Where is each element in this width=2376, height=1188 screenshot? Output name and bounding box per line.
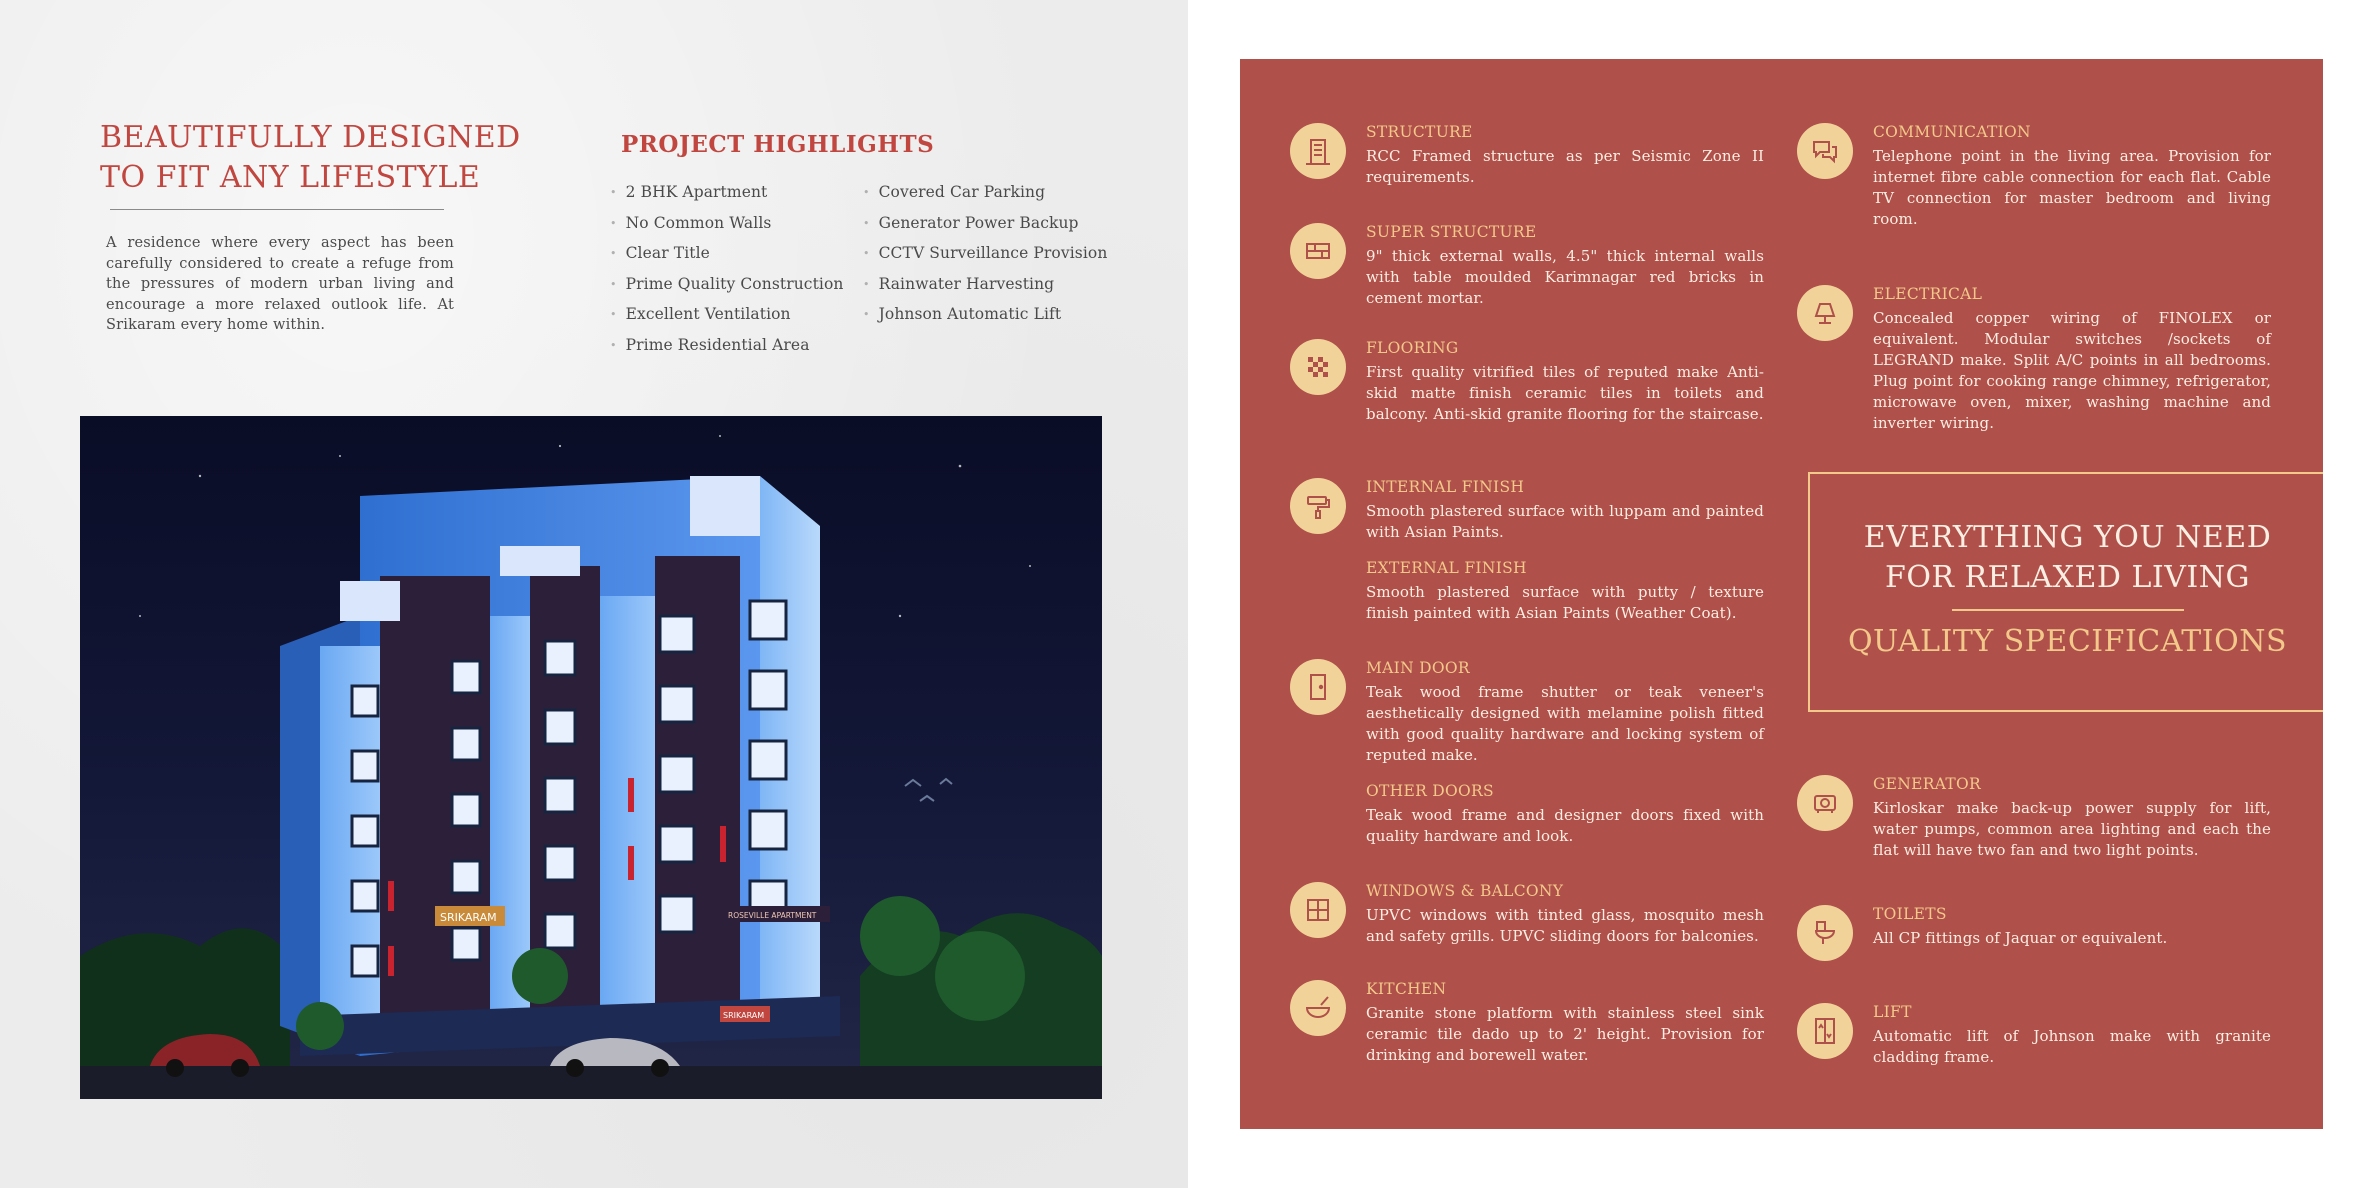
- highlights-list-left: [610, 178, 843, 361]
- lamp-icon: [1797, 285, 1853, 341]
- lift-icon: [1797, 1003, 1853, 1059]
- spec-text: Telephone point in the living area. Provision for internet fibre cable connection for each flat. Cable TV connection for master bedroom and living room.: [1873, 147, 2271, 228]
- highlight-item: • No Common Walls: [610, 209, 843, 240]
- quality-callout-box: [1808, 472, 2323, 712]
- highlights-list-right: [863, 178, 1107, 331]
- spec-text: 9" thick external walls, 4.5" thick internal walls with table moulded Karimnagar red bricks in cement mortar.: [1366, 247, 1764, 307]
- gate-sign: SRIKARAM: [723, 1011, 765, 1020]
- spec-title: LIFT: [1873, 1003, 1912, 1021]
- spec-text: Concealed copper wiring of FINOLEX or equivalent. Modular switches /sockets of LEGRAND make. Split A/C points in all bedrooms. Plug point for cooking range chimney, refrigerator, microwave oven, mixer, washing machine and inverter wiring.: [1873, 309, 2271, 432]
- highlight-item: • 2 BHK Apartment: [610, 178, 843, 209]
- highlight-item: • Rainwater Harvesting: [863, 270, 1107, 301]
- spec-text: Teak wood frame shutter or teak veneer's aesthetically designed with melamine polish fitted with good quality hardware and locking system of reputed make.: [1366, 683, 1764, 764]
- highlight-item: • Covered Car Parking: [863, 178, 1107, 209]
- callout-line-1: EVERYTHING YOU NEED: [1863, 520, 2272, 555]
- spec-text: Smooth plastered surface with putty / texture finish painted with Asian Paints (Weather Coat).: [1366, 583, 1764, 622]
- spec-title: KITCHEN: [1366, 980, 1447, 998]
- generator-icon: [1797, 775, 1853, 831]
- spec-text: UPVC windows with tinted glass, mosquito mesh and safety grills. UPVC sliding doors for balconies.: [1366, 906, 1764, 945]
- highlight-item: • CCTV Surveillance Provision: [863, 239, 1107, 270]
- spec-title: STRUCTURE: [1366, 123, 1473, 141]
- headline: [100, 118, 521, 198]
- highlight-item: • Clear Title: [610, 239, 843, 270]
- floor-tiles-icon: [1290, 339, 1346, 395]
- headline-line-1: BEAUTIFULLY DESIGNED: [100, 120, 521, 155]
- spec-title: MAIN DOOR: [1366, 659, 1470, 677]
- door-icon: [1290, 659, 1346, 715]
- spec-title: WINDOWS & BALCONY: [1366, 882, 1564, 900]
- highlight-item: • Prime Residential Area: [610, 331, 843, 362]
- highlight-item: • Excellent Ventilation: [610, 300, 843, 331]
- spec-title: SUPER STRUCTURE: [1366, 223, 1537, 241]
- spec-title: GENERATOR: [1873, 775, 1982, 793]
- spec-title: OTHER DOORS: [1366, 782, 1494, 800]
- headline-divider: [110, 209, 444, 210]
- spec-text: Granite stone platform with stainless steel sink ceramic tile dado up to 2' height. Provision for drinking and borewell water.: [1366, 1004, 1764, 1064]
- spec-text: All CP fittings of Jaquar or equivalent.: [1873, 929, 2168, 947]
- building-render-image: [80, 416, 1102, 1099]
- highlight-item: • Prime Quality Construction: [610, 270, 843, 301]
- spec-title: INTERNAL FINISH: [1366, 478, 1525, 496]
- spec-title: TOILETS: [1873, 905, 1947, 923]
- paint-roller-icon: [1290, 478, 1346, 534]
- toilet-icon: [1797, 905, 1853, 961]
- intro-paragraph: A residence where every aspect has been carefully considered to create a refuge from the pressures of modern urban living and encourage a more relaxed outlook life. At Srikaram every home within.: [106, 235, 454, 333]
- callout-line-2: FOR RELAXED LIVING: [1885, 560, 2250, 595]
- callout-divider: [1952, 609, 2184, 611]
- spec-text: First quality vitrified tiles of reputed make Anti-skid matte finish ceramic tiles in toilets and balcony. Anti-skid granite flooring for the staircase.: [1366, 363, 1764, 423]
- spec-title: FLOORING: [1366, 339, 1459, 357]
- highlight-item: • Johnson Automatic Lift: [863, 300, 1107, 331]
- spec-text: Teak wood frame and designer doors fixed with quality hardware and look.: [1366, 806, 1764, 845]
- spec-title: ELECTRICAL: [1873, 285, 1983, 303]
- building-icon: [1290, 123, 1346, 179]
- spec-text: Automatic lift of Johnson make with granite cladding frame.: [1873, 1027, 2271, 1066]
- spec-text: Kirloskar make back-up power supply for lift, water pumps, common area lighting and each the flat will have two fan and two light points.: [1873, 799, 2271, 859]
- spec-text: Smooth plastered surface with luppam and painted with Asian Paints.: [1366, 502, 1764, 541]
- chat-bubbles-icon: [1797, 123, 1853, 179]
- highlight-item: • Generator Power Backup: [863, 209, 1107, 240]
- headline-line-2: TO FIT ANY LIFESTYLE: [100, 160, 481, 195]
- building-name-sign: SRIKARAM: [440, 911, 497, 924]
- highlights-title: PROJECT HIGHLIGHTS: [621, 131, 935, 158]
- building-logo-sign: ROSEVILLE APARTMENT: [728, 911, 817, 920]
- spec-text: RCC Framed structure as per Seismic Zone II requirements.: [1366, 147, 1764, 186]
- spec-title: COMMUNICATION: [1873, 123, 2031, 141]
- brick-wall-icon: [1290, 223, 1346, 279]
- callout-subtitle: QUALITY SPECIFICATIONS: [1847, 624, 2288, 659]
- window-icon: [1290, 882, 1346, 938]
- kitchen-bowl-icon: [1290, 980, 1346, 1036]
- spec-title: EXTERNAL FINISH: [1366, 559, 1527, 577]
